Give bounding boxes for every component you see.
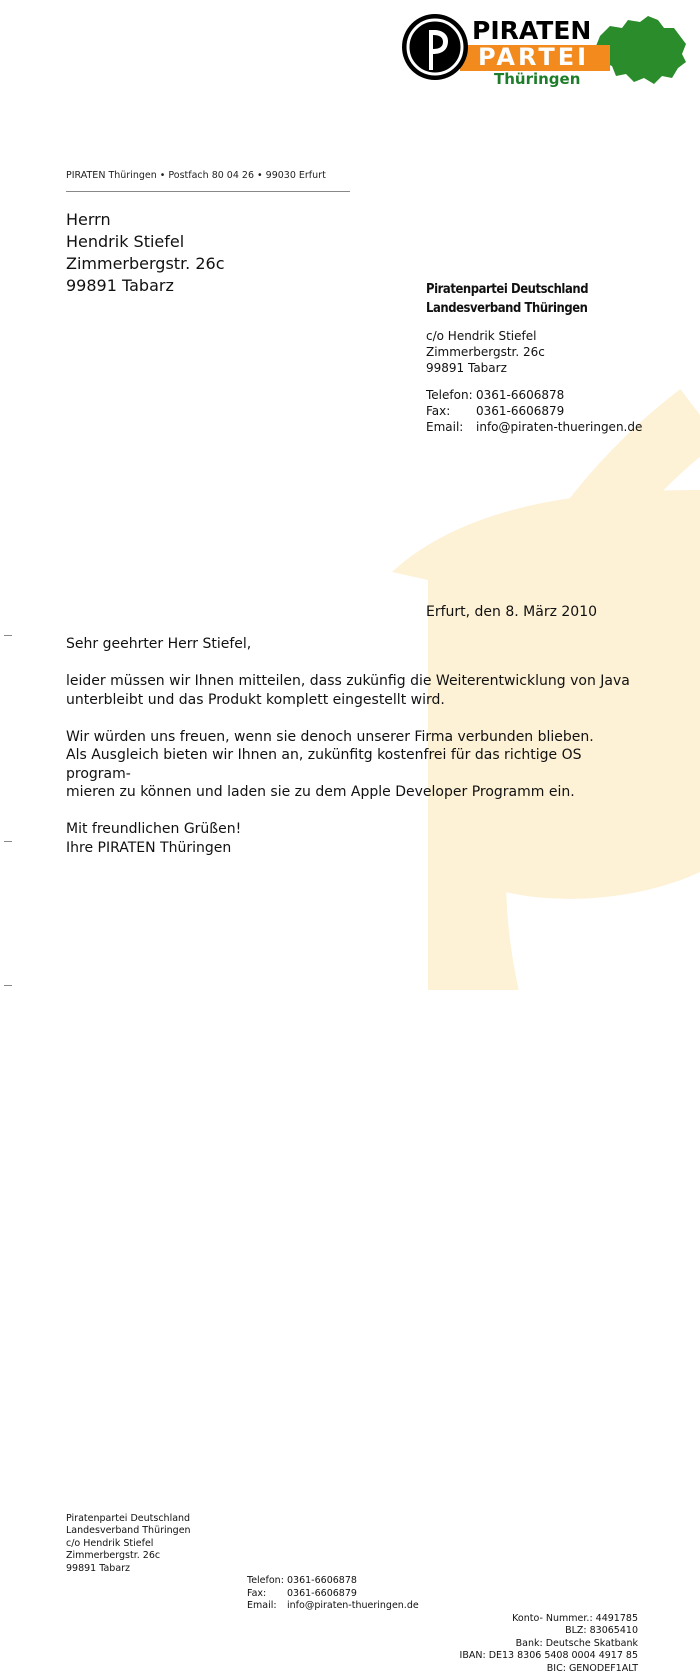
recipient-salutation: Herrn — [66, 209, 700, 231]
logo-circle — [402, 14, 468, 80]
org-name-line2: Landesverband Thüringen — [426, 299, 700, 318]
footer-email: info@piraten-thueringen.de — [287, 1600, 419, 1613]
footer-bank-blz: BLZ: 83065410 — [0, 1625, 638, 1638]
logo-word-partei: PARTEI — [478, 43, 589, 71]
footer-org-line3: c/o Hendrik Stiefel — [66, 1538, 700, 1551]
fold-mark-bottom — [4, 985, 12, 986]
org-phone: 0361-6606878 — [476, 387, 564, 403]
p1-line2: unterbleibt und das Produkt komplett eingestellt wird. — [66, 692, 445, 708]
org-co: c/o Hendrik Stiefel — [426, 328, 700, 344]
footer-bank-account: Konto- Nummer.: 4491785 — [0, 1613, 638, 1626]
footer-phone-label: Telefon: — [247, 1575, 287, 1588]
org-fax-label: Fax: — [426, 403, 476, 419]
logo-word-piraten: PIRATEN — [472, 16, 591, 45]
recipient-name: Hendrik Stiefel — [66, 231, 700, 253]
p1-line1: leider müssen wir Ihnen mitteilen, dass zukünfig die Weiterentwicklung von Java — [66, 673, 630, 689]
org-email-label: Email: — [426, 419, 476, 435]
punch-mark — [4, 841, 12, 842]
footer-phone: 0361-6606878 — [287, 1575, 357, 1588]
footer-email-label: Email: — [247, 1600, 287, 1613]
letter-date: Erfurt, den 8. März 2010 — [426, 604, 700, 620]
party-logo — [402, 14, 688, 88]
footer-org-line4: Zimmerbergstr. 26c — [66, 1550, 700, 1563]
letter-greeting: Sehr geehrter Herr Stiefel, — [66, 635, 636, 654]
footer-fax-label: Fax: — [247, 1588, 287, 1601]
fold-mark-top — [4, 635, 12, 636]
org-name-line1: Piratenpartei Deutschland — [426, 280, 700, 299]
footer-org — [66, 1513, 700, 1576]
footer-bank-name: Bank: Deutsche Skatbank — [0, 1638, 638, 1651]
org-info — [426, 280, 700, 435]
letter-closing — [66, 820, 636, 857]
footer-contact — [247, 1575, 700, 1613]
logo-region: Thüringen — [494, 70, 580, 88]
footer-fax-row — [247, 1588, 700, 1601]
footer-bank-iban: IBAN: DE13 8306 5408 0004 4917 85 — [0, 1650, 638, 1663]
p2-line3: mieren zu können und laden sie zu dem Apple Developer Programm ein. — [66, 784, 575, 800]
recipient-city: 99891 Tabarz — [66, 275, 700, 297]
p2-line2: Als Ausgleich bieten wir Ihnen an, zukünfitg kostenfrei für das richtige OS program- — [66, 747, 582, 782]
org-city: 99891 Tabarz — [426, 360, 700, 376]
footer-org-line1: Piratenpartei Deutschland — [66, 1513, 700, 1526]
footer-phone-row — [247, 1575, 700, 1588]
org-fax-row — [426, 403, 700, 419]
footer-bank — [0, 1613, 638, 1675]
letter-paragraph-1 — [66, 672, 636, 709]
org-contact — [426, 387, 700, 435]
org-fax: 0361-6606879 — [476, 403, 564, 419]
org-street: Zimmerbergstr. 26c — [426, 344, 700, 360]
footer-bank-bic: BIC: GENODEF1ALT — [0, 1663, 638, 1675]
p2-line1: Wir würden uns freuen, wenn sie denoch unserer Firma verbunden blieben. — [66, 729, 594, 745]
sender-line: PIRATEN Thüringen • Postfach 80 04 26 • 99030 Erfurt — [66, 170, 700, 181]
footer-org-line2: Landesverband Thüringen — [66, 1525, 700, 1538]
recipient-street: Zimmerbergstr. 26c — [66, 253, 700, 275]
org-phone-label: Telefon: — [426, 387, 476, 403]
closing-line2: Ihre PIRATEN Thüringen — [66, 840, 231, 856]
sender-rule — [66, 191, 350, 192]
org-address — [426, 328, 700, 376]
letter-paragraph-2 — [66, 728, 636, 802]
footer-email-row — [247, 1600, 700, 1613]
letter-body — [66, 635, 636, 857]
footer-fax: 0361-6606879 — [287, 1588, 357, 1601]
pirate-sail-icon — [402, 14, 468, 80]
org-email: info@piraten-thueringen.de — [476, 419, 642, 435]
org-email-row — [426, 419, 700, 435]
closing-line1: Mit freundlichen Grüßen! — [66, 821, 241, 837]
footer-org-line5: 99891 Tabarz — [66, 1563, 700, 1576]
org-phone-row — [426, 387, 700, 403]
